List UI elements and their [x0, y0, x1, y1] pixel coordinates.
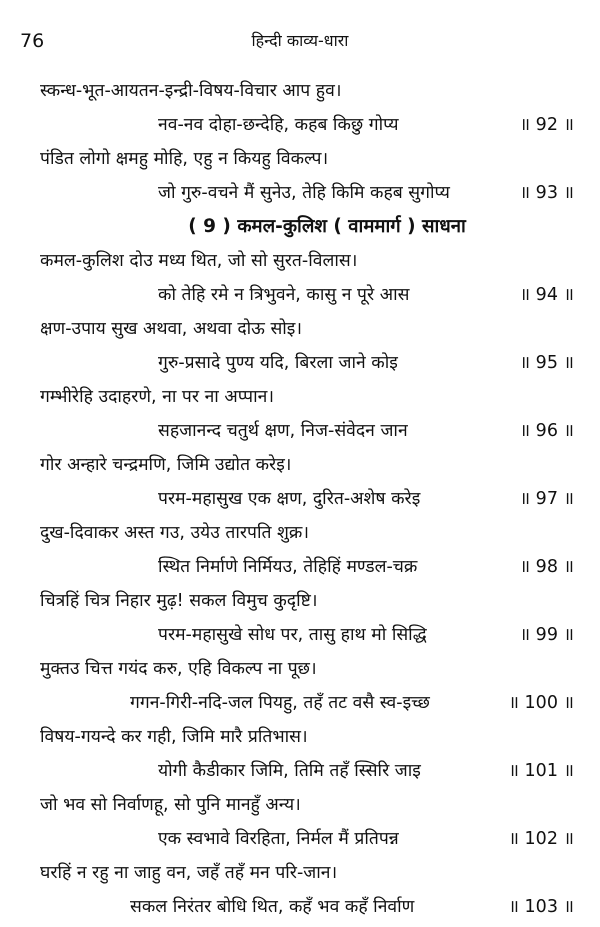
verse-102-line-2: [40, 822, 574, 856]
verse-96-line-2: [40, 414, 574, 448]
verse-101-line-1: विषय-गयन्दे कर गही, जिमि मारै प्रतिभास।: [40, 727, 308, 747]
verse-103-line-1: घरहिं न रहु ना जाहु वन, जहँ तहँ मन परि-जान।: [40, 863, 338, 883]
verse-100-line-2: [40, 686, 574, 720]
verse-95-number: ॥ 95 ॥: [519, 353, 574, 373]
verse-101-line-2: [40, 754, 574, 788]
verse-93-line-1: पंडित लोगो क्षमहु मोहि, एहु न कियहु विकल्प।: [40, 149, 329, 169]
verse-93-line-2: [40, 176, 574, 210]
verse-97-text: परम-महासुख एक क्षण, दुरित-अशेष करेइ: [158, 489, 421, 509]
verse-102-line-1: जो भव सो निर्वाणहू, सो पुनि मानहुँ अन्य।: [40, 795, 301, 815]
verse-92-text: नव-नव दोहा-छन्देहि, कहब किछु गोप्य: [158, 115, 399, 135]
verse-95-text: गुरु-प्रसादे पुण्य यदि, बिरला जाने कोइ: [158, 353, 398, 373]
verse-92-line-2: [40, 108, 574, 142]
verse-100-number: ॥ 100 ॥: [508, 693, 574, 713]
verse-93-text: जो गुरु-वचने मैं सुनेउ, तेहि किमि कहब सुगोप्य: [158, 183, 450, 203]
verse-103-text: सकल निरंतर बोधि थित, कहँ भव कहँ निर्वाण: [130, 897, 415, 917]
verse-97-number: ॥ 97 ॥: [519, 489, 574, 509]
page-header: [18, 26, 582, 56]
verse-94-number: ॥ 94 ॥: [519, 285, 574, 305]
verse-95-line-1: क्षण-उपाय सुख अथवा, अथवा दोऊ सोइ।: [40, 319, 303, 339]
running-title: हिन्दी काव्य-धारा: [251, 31, 349, 50]
verse-99-number: ॥ 99 ॥: [519, 625, 574, 645]
verse-96-line-1: गम्भीरेहि उदाहरणे, ना पर ना अप्पान।: [40, 387, 274, 407]
verse-99-text: परम-महासुखे सोध पर, तासु हाथ मो सिद्धि: [158, 625, 427, 645]
verse-101-number: ॥ 101 ॥: [508, 761, 574, 781]
verse-102-number: ॥ 102 ॥: [508, 829, 574, 849]
verse-98-line-1: दुख-दिवाकर अस्त गउ, उयेउ तारपति शुक्र।: [40, 523, 309, 543]
verse-103-line-2: [40, 890, 574, 924]
section-heading: ( 9 ) कमल-कुलिश ( वाममार्ग ) साधना: [188, 216, 466, 237]
verse-96-text: सहजानन्द चतुर्थ क्षण, निज-संवेदन जान: [158, 421, 408, 441]
verse-94-text: को तेहि रमे न त्रिभुवने, कासु न पूरे आस: [158, 285, 410, 305]
verse-100-line-1: मुक्तउ चित्त गयंद करु, एहि विकल्प ना पूछ।: [40, 659, 317, 679]
verse-99-line-2: [40, 618, 574, 652]
verse-102-text: एक स्वभावे विरहिता, निर्मल मैं प्रतिपन्न: [158, 829, 399, 849]
verse-98-number: ॥ 98 ॥: [519, 557, 574, 577]
verse-94-line-2: [40, 278, 574, 312]
verse-93-number: ॥ 93 ॥: [519, 183, 574, 203]
page-number: 76: [20, 30, 45, 52]
verse-97-line-2: [40, 482, 574, 516]
verse-99-line-1: चित्रहिं चित्र निहार मुढ़! सकल विमुच कुदृष्टि।: [40, 591, 318, 611]
verse-101-text: योगी कैडीकार जिमि, तिमि तहँ स्सिरि जाइ: [158, 761, 421, 781]
verse-96-number: ॥ 96 ॥: [519, 421, 574, 441]
verse-content: [40, 74, 574, 924]
verse-95-line-2: [40, 346, 574, 380]
verse-94-line-1: कमल-कुलिश दोउ मध्य थित, जो सो सुरत-विलास।: [40, 251, 358, 271]
verse-98-line-2: [40, 550, 574, 584]
verse-100-text: गगन-गिरी-नदि-जल पियहु, तहँ तट वसै स्व-इच्छ: [130, 693, 430, 713]
verse-92-line-1: स्कन्ध-भूत-आयतन-इन्द्री-विषय-विचार आप हुव।: [40, 81, 342, 101]
verse-92-number: ॥ 92 ॥: [519, 115, 574, 135]
verse-97-line-1: गोर अन्हारे चन्द्रमणि, जिमि उद्योत करेइ।: [40, 455, 292, 475]
verse-103-number: ॥ 103 ॥: [508, 897, 574, 917]
verse-98-text: स्थित निर्माणे निर्मियउ, तेहिहिं मण्डल-चक्र: [158, 557, 418, 577]
